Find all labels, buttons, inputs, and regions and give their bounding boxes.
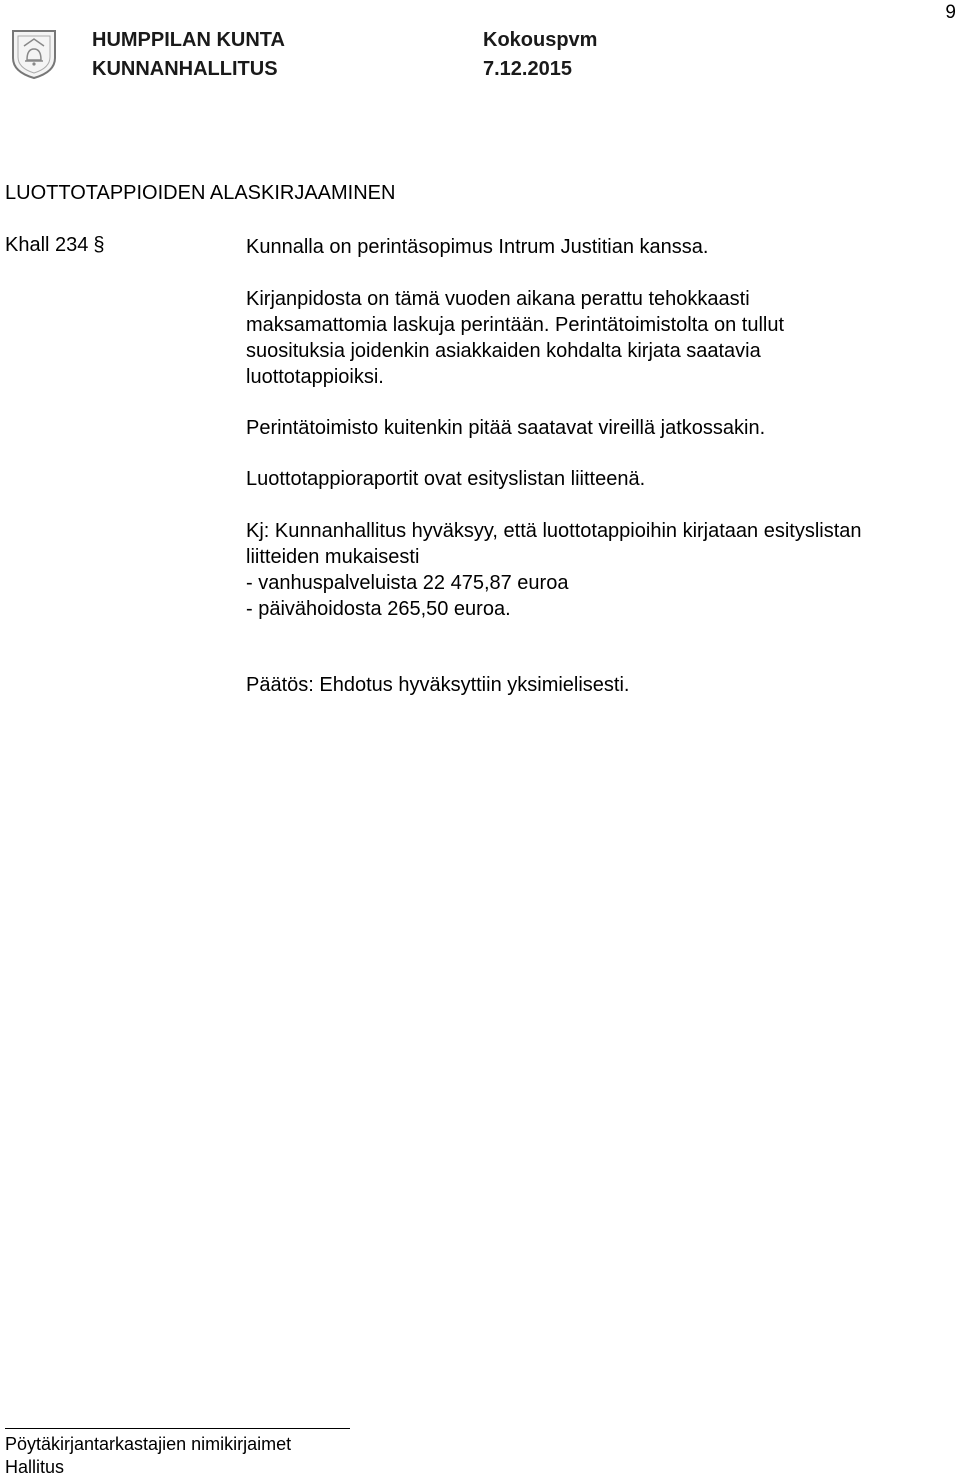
paragraph-proposal: Kj: Kunnanhallitus hyväksyy, että luottotappioihin kirjataan esityslistan liitteiden mukaisesti - vanhuspalveluista 22 475,87 euroa - päivähoidosta 265,50 euroa. [246, 520, 862, 620]
municipality-name: HUMPPILAN KUNTA [92, 29, 285, 51]
section-sign-icon: § [93, 234, 105, 256]
municipal-crest-icon [10, 28, 58, 80]
paragraph-collection: Kirjanpidosta on tämä vuoden aikana perattu tehokkaasti maksamattomia laskuja perintään. Perintätoimistolta on tullut suosituksia joidenkin asiakkaiden kohdalta kirjata saatavia luottotappioiksi. [246, 288, 785, 388]
section-number: Khall 234 [5, 234, 89, 256]
paragraph-agreement: Kunnalla on perintäsopimus Intrum Justitian kanssa. [246, 236, 709, 258]
meeting-date: 7.12.2015 [483, 58, 572, 80]
paragraph-decision: Päätös: Ehdotus hyväksyttiin yksimielisesti. [246, 674, 630, 696]
paragraph-pending: Perintätoimisto kuitenkin pitää saatavat vireillä jatkossakin. [246, 417, 766, 439]
footer-initials-label: Pöytäkirjantarkastajien nimikirjaimet [5, 1434, 292, 1454]
page-number: 9 [945, 2, 956, 23]
paragraph-attachments: Luottotappioraportit ovat esityslistan liitteenä. [246, 468, 646, 490]
footer [5, 1433, 291, 1479]
governing-body: KUNNANHALLITUS [92, 58, 278, 80]
footer-divider [5, 1428, 350, 1429]
header-left [92, 26, 285, 84]
meeting-date-label: Kokouspvm [483, 29, 598, 51]
document-body [246, 234, 952, 698]
document-title: LUOTTOTAPPIOIDEN ALASKIRJAAMINEN [5, 182, 396, 204]
section-reference [5, 234, 105, 257]
header-right [483, 26, 597, 84]
footer-body-label: Hallitus [5, 1457, 65, 1477]
